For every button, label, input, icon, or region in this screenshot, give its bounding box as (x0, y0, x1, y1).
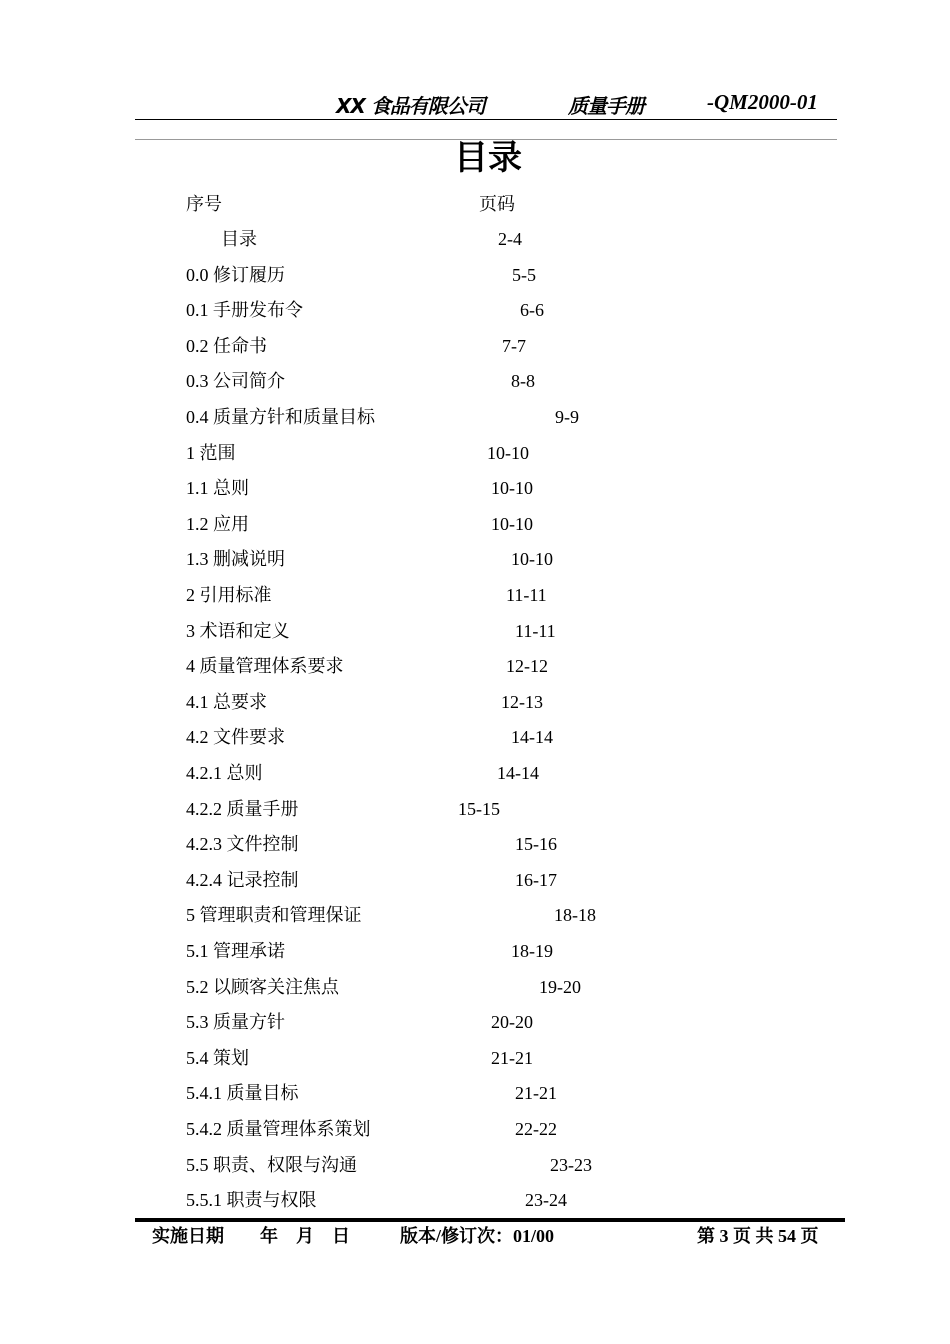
toc-item-section: 5.5 职责、权限与沟通 (186, 1155, 357, 1175)
toc-item-section: 5.4.2 质量管理体系策划 (186, 1119, 371, 1139)
toc-item-page: 7-7 (502, 336, 526, 356)
toc-head-section: 序号 (186, 194, 222, 214)
toc-item-page: 10-10 (491, 514, 533, 534)
toc-item-page: 23-23 (550, 1155, 592, 1175)
toc-item-section: 1 范围 (186, 443, 236, 463)
toc-item-page: 10-10 (491, 478, 533, 498)
toc-item-page: 15-15 (458, 799, 500, 819)
toc-item-page: 23-24 (525, 1190, 567, 1210)
toc-item-section: 5.5.1 职责与权限 (186, 1190, 317, 1210)
footer-page-count: 第 3 页 共 54 页 (697, 1226, 819, 1246)
toc-item-section: 0.0 修订履历 (186, 265, 285, 285)
toc-item-section: 2 引用标准 (186, 585, 272, 605)
toc-item-page: 21-21 (515, 1083, 557, 1103)
toc-item-section: 0.3 公司简介 (186, 371, 285, 391)
header-company: XX 食品有限公司 (336, 94, 485, 118)
toc-item-page: 5-5 (512, 265, 536, 285)
toc-item-page: 12-13 (501, 692, 543, 712)
toc-item-section: 4.2.2 质量手册 (186, 799, 299, 819)
toc-item-section: 4.2.4 记录控制 (186, 870, 299, 890)
toc-item-section: 4.2.1 总则 (186, 763, 263, 783)
toc-item-section: 5.2 以顾客关注焦点 (186, 977, 339, 997)
toc-item-page: 11-11 (506, 585, 547, 605)
toc-item-section: 3 术语和定义 (186, 621, 290, 641)
toc-item-section: 5.4.1 质量目标 (186, 1083, 299, 1103)
toc-item-page: 10-10 (511, 549, 553, 569)
toc-item-section: 4.2.3 文件控制 (186, 834, 299, 854)
toc-item-section: 4.2 文件要求 (186, 727, 285, 747)
toc-item-section: 5.1 管理承诺 (186, 941, 285, 961)
header-doc-title: 质量手册 (568, 94, 644, 118)
header-doc-code: -QM2000-01 (707, 90, 818, 114)
toc-item-section: 5 管理职责和管理保证 (186, 905, 362, 925)
toc-item-page: 8-8 (511, 371, 535, 391)
toc-item-page: 19-20 (539, 977, 581, 997)
toc-item-page: 14-14 (497, 763, 539, 783)
toc-item-page: 10-10 (487, 443, 529, 463)
toc-item-page: 18-18 (554, 905, 596, 925)
toc-item-section: 4 质量管理体系要求 (186, 656, 344, 676)
toc-item-page: 20-20 (491, 1012, 533, 1032)
page-title: 目录 (454, 138, 522, 178)
toc-item-section: 4.1 总要求 (186, 692, 267, 712)
header-rule (135, 119, 837, 120)
footer-version: 版本/修订次：01/00 (400, 1226, 555, 1246)
toc-item-section: 0.4 质量方针和质量目标 (186, 407, 375, 427)
toc-item-page: 22-22 (515, 1119, 557, 1139)
toc-item-section: 1.2 应用 (186, 514, 249, 534)
toc-item-page: 11-11 (515, 621, 556, 641)
toc-item-section: 0.1 手册发布令 (186, 300, 303, 320)
toc-item-page: 9-9 (555, 407, 579, 427)
toc-item-section: 0.2 任命书 (186, 336, 267, 356)
toc-item-page: 14-14 (511, 727, 553, 747)
toc-item-page: 16-17 (515, 870, 557, 890)
toc-item-page: 12-12 (506, 656, 548, 676)
toc-item-section: 1.1 总则 (186, 478, 249, 498)
toc-item-page: 15-16 (515, 834, 557, 854)
toc-item-section: 5.4 策划 (186, 1048, 249, 1068)
toc-item-page: 21-21 (491, 1048, 533, 1068)
toc-item-section: 1.3 删减说明 (186, 549, 285, 569)
toc-item-page: 18-19 (511, 941, 553, 961)
toc-item-section: 5.3 质量方针 (186, 1012, 285, 1032)
footer-effective-date: 实施日期 年 月 日 (152, 1226, 350, 1246)
toc-item-section: 目录 (221, 229, 257, 249)
toc-item-page: 2-4 (498, 229, 522, 249)
toc-item-page: 6-6 (520, 300, 544, 320)
toc-head-page: 页码 (479, 194, 515, 214)
